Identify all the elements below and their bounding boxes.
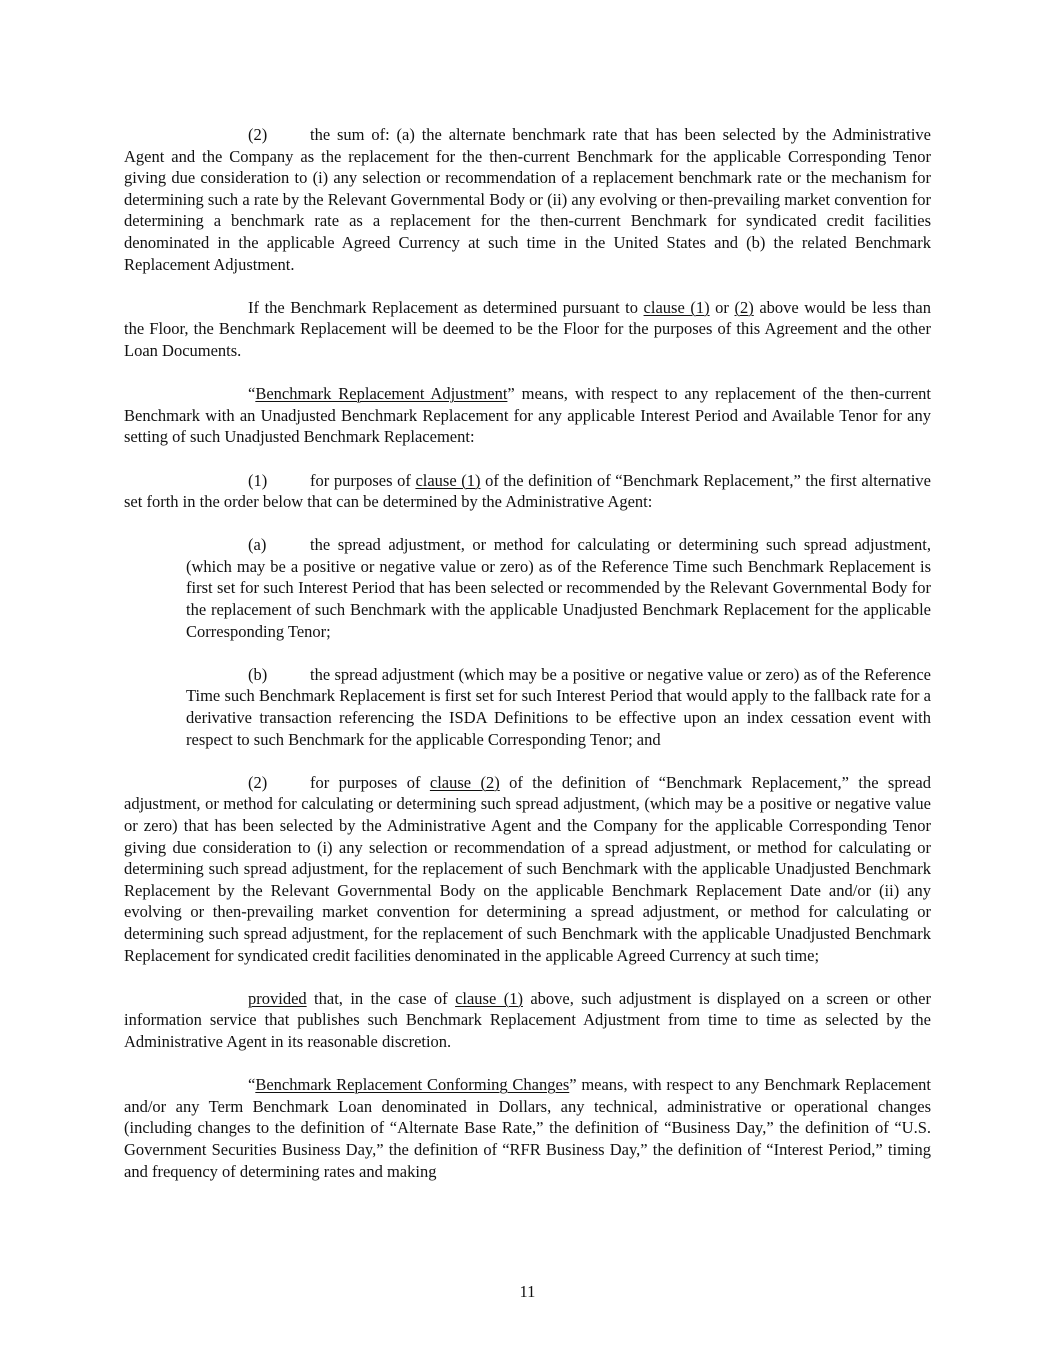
- paragraph-bra-1b: [186, 664, 931, 750]
- paragraph-provided: [124, 988, 931, 1053]
- open-quote: “: [248, 1075, 256, 1095]
- paragraph-bra-1: [124, 470, 931, 513]
- paragraph-clause-2-sum: [124, 124, 931, 275]
- paragraph-floor: [124, 297, 931, 362]
- clause-reference: clause (2): [429, 772, 500, 792]
- paragraph-text: the spread adjustment (which may be a positive or negative value or zero) as of the Reference Time such Benchmark Replacement is first set for such Interest Period that would apply to the fallback rate for a derivative transaction referencing the ISDA Definitions to be effective upon an index cessation event with respect to such Benchmark for the applicable Corresponding Tenor; and: [186, 664, 931, 749]
- paragraph-bra-1a: [186, 534, 931, 642]
- definition-benchmark-replacement-adjustment: [124, 383, 931, 448]
- clause-number: (2): [248, 125, 268, 144]
- paragraph-text: above, such adjustment is displayed on a screen or other information service that publishes such Benchmark Replacement Adjustment from time to time as selected by the Administrative Agent in its reasonable discretion.: [124, 988, 931, 1051]
- clause-number: (1): [248, 470, 268, 490]
- paragraph-text: ” means, with respect to any Benchmark Replacement and/or any Term Benchmark Loan denominated in Dollars, any technical, administrative or operational changes (including changes to the definition of “Alternate Base Rate,” the definition of “Business Day,” the definition of “U.S. Government Securities Business Day,” the definition of “RFR Business Day,” the definition of “Interest Period,” timing and frequency of determining rates and making: [124, 1075, 931, 1181]
- paragraph-text: ” means, with respect to any replacement of the then-current Benchmark with an Unadjusted Benchmark Replacement for any applicable Interest Period and Available Tenor for any setting of such Unadjusted Benchmark Replacement:: [124, 384, 931, 447]
- paragraph-text: above would be less than the Floor, the Benchmark Replacement will be deemed to be the Floor for the purposes of this Agreement and the other Loan Documents.: [124, 297, 931, 360]
- clause-number: (2): [248, 772, 268, 792]
- clause-reference: clause (1): [455, 988, 523, 1008]
- page-number: 11: [519, 1282, 536, 1301]
- paragraph-text: the spread adjustment, or method for calculating or determining such spread adjustment, (which may be a positive or negative value or zero) as of the Reference Time such Benchmark Replacement is first set for such Interest Period that has been selected or recommended by the Relevant Governmental Body for the replacement of such Benchmark with the applicable Unadjusted Benchmark Replacement for the applicable Corresponding Tenor;: [186, 535, 931, 641]
- paragraph-text: or: [709, 297, 735, 317]
- defined-term: Benchmark Replacement Adjustment: [255, 384, 508, 404]
- paragraph-text: of the definition of “Benchmark Replacement,” the first alternative set forth in the order below that can be determined by the Administrative Agent:: [124, 470, 931, 512]
- paragraph-text: for purposes of: [310, 470, 416, 490]
- clause-number: (a): [248, 535, 267, 555]
- provided-term: provided: [248, 988, 307, 1008]
- paragraph-text: of the definition of “Benchmark Replacement,” the spread adjustment, or method for calculating or determining such spread adjustment, (which may be a positive or negative value or zero) that has been selected by the Administrative Agent and the Company for the applicable Corresponding Tenor giving due consideration to (i) any selection or recommendation of a spread adjustment, or method for calculating or determining such spread adjustment, for the replacement of such Benchmark with the applicable Unadjusted Benchmark Replacement by the Relevant Governmental Body on the applicable Benchmark Replacement Date and/or (ii) any evolving or then-prevailing market convention for determining a spread adjustment, or method for calculating or determining such spread adjustment, for the replacement of such Benchmark with the applicable Unadjusted Benchmark Replacement for syndicated credit facilities denominated in the applicable Agreed Currency at such time;: [124, 772, 931, 965]
- definition-benchmark-replacement-conforming-changes: [124, 1074, 931, 1182]
- paragraph-bra-2: [124, 772, 931, 966]
- clause-reference: clause (1): [643, 297, 710, 317]
- clause-number: (b): [248, 664, 268, 684]
- paragraph-text: If the Benchmark Replacement as determined pursuant to: [248, 297, 644, 317]
- paragraph-text: the sum of: (a) the alternate benchmark rate that has been selected by the Administrative Agent and the Company as the replacement for the then-current Benchmark for the applicable Corresponding Tenor giving due consideration to (i) any selection or recommendation of a replacement benchmark rate or the mechanism for determining such a rate by the Relevant Governmental Body or (ii) any evolving or then-prevailing market convention for determining a benchmark rate as a replacement for the then-current Benchmark for syndicated credit facilities denominated in the applicable Agreed Currency at such time in the United States and (b) the related Benchmark Replacement Adjustment.: [124, 125, 931, 274]
- paragraph-text: that, in the case of: [306, 988, 456, 1008]
- document-body: [124, 124, 931, 1204]
- clause-reference: (2): [734, 297, 754, 317]
- paragraph-text: for purposes of: [310, 772, 430, 792]
- open-quote: “: [248, 384, 256, 404]
- clause-reference: clause (1): [415, 470, 481, 490]
- defined-term: Benchmark Replacement Conforming Changes: [255, 1075, 570, 1095]
